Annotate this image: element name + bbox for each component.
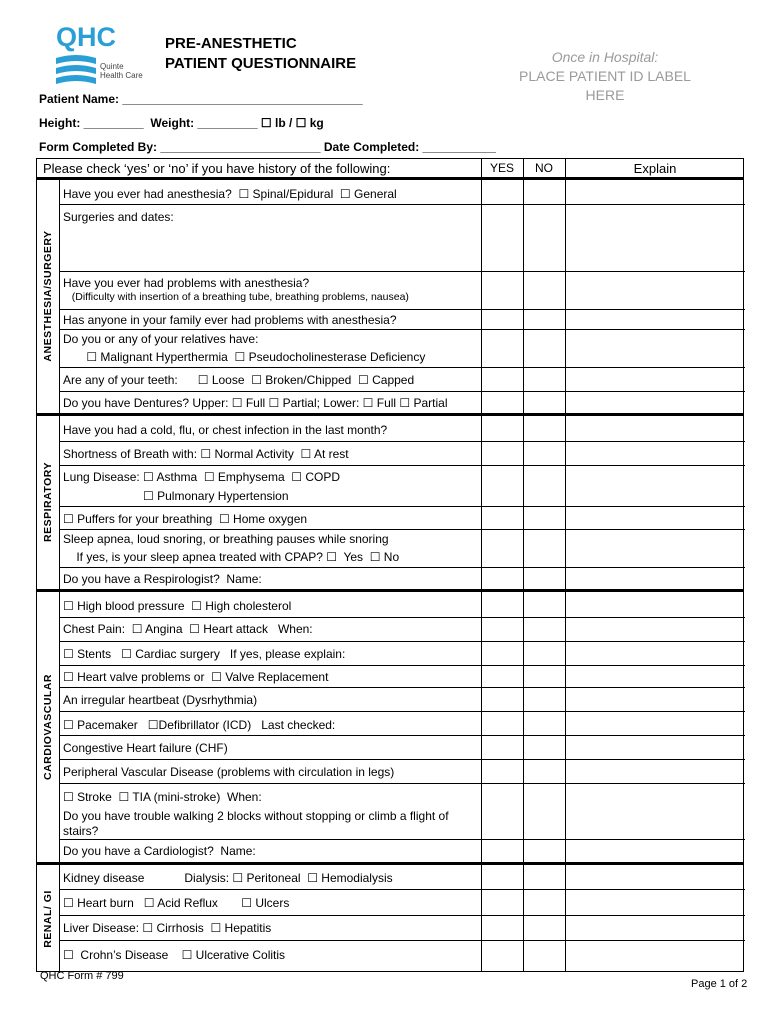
patient-name-field[interactable]: Patient Name: ____________________________________ xyxy=(39,92,363,106)
completed-by-field[interactable]: Form Completed By: ________________________ Date Completed: ___________ xyxy=(39,140,496,154)
question-stroke: ☐ Stroke ☐ TIA (mini-stroke) When: xyxy=(63,790,262,804)
question-pacemaker: ☐ Pacemaker ☐Defibrillator (ICD) Last checked: xyxy=(63,718,336,732)
id-label-line-1: Once in Hospital: xyxy=(551,49,659,65)
question-dentures: Do you have Dentures? Upper: ☐ Full ☐ Partial; Lower: ☐ Full ☐ Partial xyxy=(63,396,448,410)
question-teeth: Are any of your teeth: ☐ Loose ☐ Broken/Chipped ☐ Capped xyxy=(63,373,415,387)
question-blood-pressure: ☐ High blood pressure ☐ High cholesterol xyxy=(63,599,292,613)
question-shortness-breath: Shortness of Breath with: ☐ Normal Activity ☐ At rest xyxy=(63,447,349,461)
logo-sub2: Health Care xyxy=(100,71,143,80)
question-sleep-apnea: Sleep apnea, loud snoring, or breathing pauses while snoring xyxy=(63,532,389,546)
question-anesthesia-history: Have you ever had anesthesia? ☐ Spinal/Epidural ☐ General xyxy=(63,187,397,201)
header-divider xyxy=(37,177,743,180)
question-anesthesia-problems-detail: (Difficulty with insertion of a breathing tube, breathing problems, nausea) xyxy=(63,291,409,303)
form-title xyxy=(165,34,356,74)
question-relatives: Do you or any of your relatives have: xyxy=(63,332,259,346)
question-cold-flu: Have you had a cold, flu, or chest infection in the last month? xyxy=(63,423,388,437)
question-anesthesia-problems: Have you ever had problems with anesthesia? xyxy=(63,276,310,290)
question-chf: Congestive Heart failure (CHF) xyxy=(63,741,228,755)
question-family-anesthesia: Has anyone in your family ever had problems with anesthesia? xyxy=(63,313,397,327)
id-label-line-2: PLACE PATIENT ID LABEL xyxy=(519,68,691,84)
question-crohns: ☐ Crohn’s Disease ☐ Ulcerative Colitis xyxy=(63,948,286,962)
section-renal-gi: RENAL/ GI xyxy=(42,890,54,948)
explain-header: Explain xyxy=(633,161,677,176)
question-cpap: If yes, is your sleep apnea treated with CPAP? ☐ Yes ☐ No xyxy=(63,550,400,564)
section-respiratory: RESPIRATORY xyxy=(42,462,54,542)
yes-column-divider xyxy=(481,159,482,971)
question-lung-disease: Lung Disease: ☐ Asthma ☐ Emphysema ☐ COPD xyxy=(63,470,341,484)
question-relatives-options: ☐ Malignant Hyperthermia ☐ Pseudocholinesterase Deficiency xyxy=(63,350,426,364)
title-line-2: PATIENT QUESTIONNAIRE xyxy=(165,55,357,72)
yes-header: YES xyxy=(489,161,514,175)
section-cardiovascular: CARDIOVASCULAR xyxy=(42,674,54,780)
question-puffers-oxygen: ☐ Puffers for your breathing ☐ Home oxygen xyxy=(63,512,308,526)
question-liver: Liver Disease: ☐ Cirrhosis ☐ Hepatitis xyxy=(63,921,272,935)
question-walking: Do you have trouble walking 2 blocks without stopping or climb a flight of xyxy=(63,809,449,823)
questionnaire-table xyxy=(36,158,744,972)
question-chest-pain: Chest Pain: ☐ Angina ☐ Heart attack When: xyxy=(63,622,313,636)
question-stents: ☐ Stents ☐ Cardiac surgery If yes, please explain: xyxy=(63,647,346,661)
question-heartburn: ☐ Heart burn ☐ Acid Reflux ☐ Ulcers xyxy=(63,896,290,910)
question-heart-valve: ☐ Heart valve problems or ☐ Valve Replacement xyxy=(63,670,329,684)
question-walking-2: stairs? xyxy=(63,824,99,838)
id-label-line-3: HERE xyxy=(585,87,625,103)
question-pvd: Peripheral Vascular Disease (problems with circulation in legs) xyxy=(63,765,395,779)
no-header: NO xyxy=(535,161,553,175)
no-column-divider xyxy=(523,159,524,971)
patient-id-label-area xyxy=(505,48,705,105)
question-respirologist: Do you have a Respirologist? Name: xyxy=(63,572,262,586)
question-surgeries: Surgeries and dates: xyxy=(63,210,174,224)
section-anesthesia: ANESTHESIA/SURGERY xyxy=(42,230,54,362)
title-line-1: PRE-ANESTHETIC xyxy=(165,35,297,52)
page-number: Page 1 of 2 xyxy=(691,978,748,990)
logo-sub1: Quinte xyxy=(100,62,124,71)
instruction-text: Please check ‘yes’ or ‘no’ if you have history of the following: xyxy=(43,161,391,176)
form-number: QHC Form # 799 xyxy=(40,970,124,982)
section-column-divider xyxy=(59,179,60,973)
question-cardiologist: Do you have a Cardiologist? Name: xyxy=(63,844,256,858)
qhc-logo xyxy=(52,22,160,86)
question-lung-disease-2: ☐ Pulmonary Hypertension xyxy=(63,489,289,503)
explain-column-divider xyxy=(565,159,566,971)
logo-text: QHC xyxy=(56,22,116,52)
height-weight-field[interactable]: Height: _________ Weight: _________ ☐ lb / ☐ kg xyxy=(39,116,324,130)
question-kidney: Kidney disease Dialysis: ☐ Peritoneal ☐ Hemodialysis xyxy=(63,871,393,885)
question-dysrhythmia: An irregular heartbeat (Dysrhythmia) xyxy=(63,693,258,707)
